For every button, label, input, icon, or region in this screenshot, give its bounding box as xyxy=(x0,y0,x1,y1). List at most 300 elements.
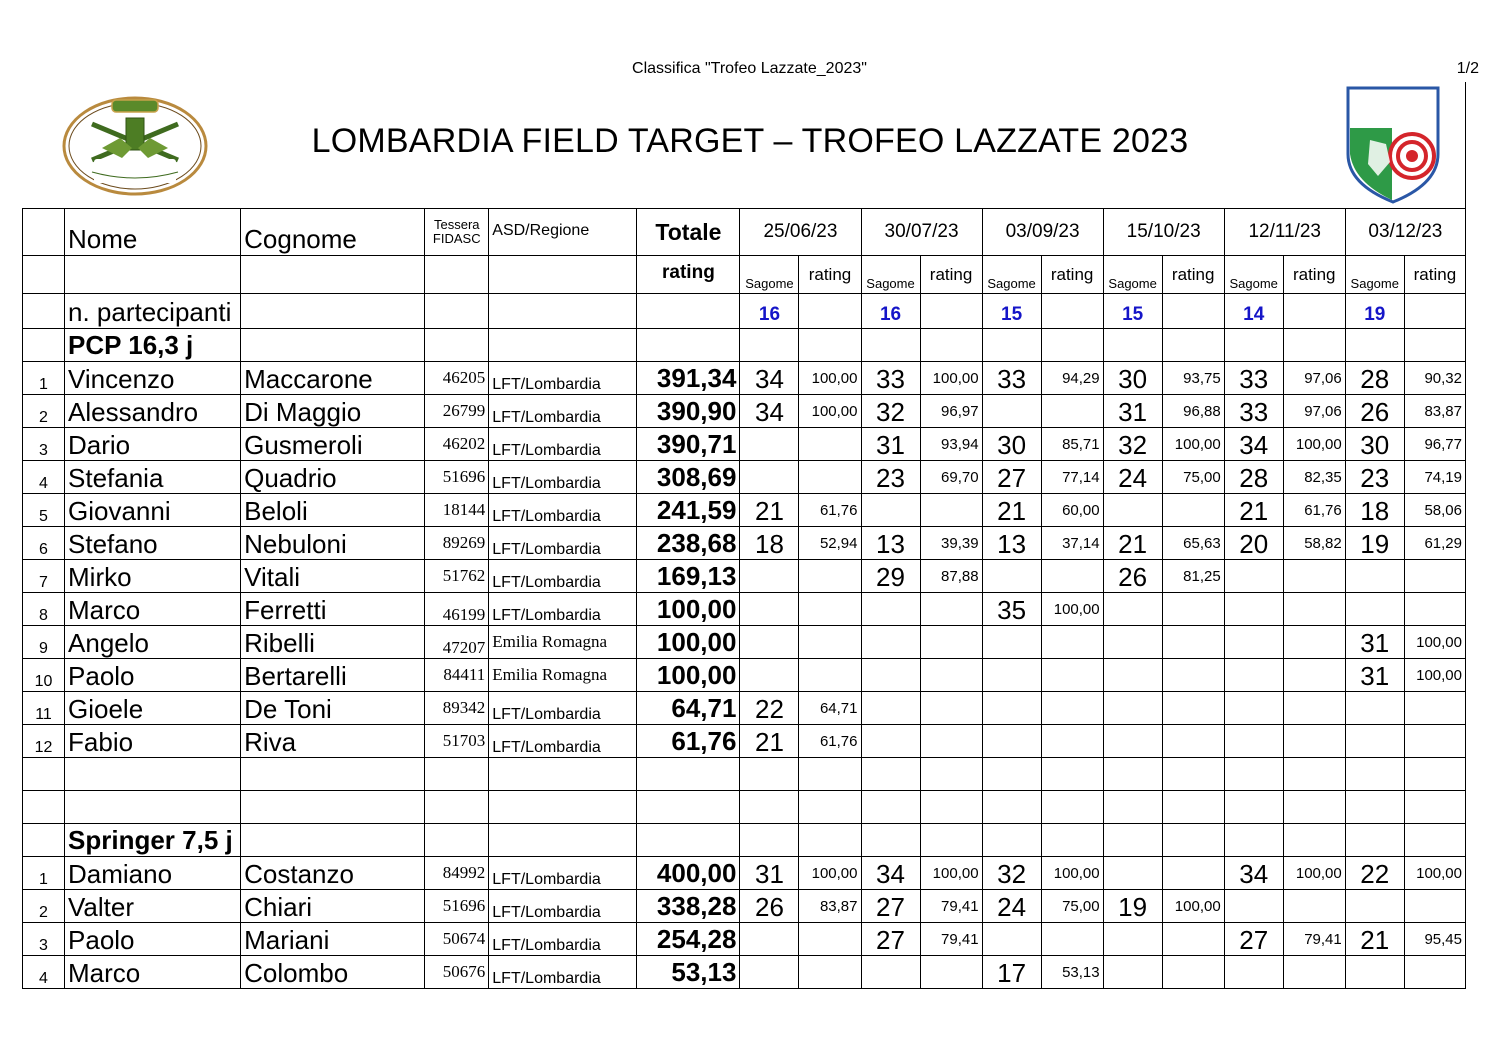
rating-value: 75,00 xyxy=(1041,890,1103,923)
rating-value xyxy=(1283,692,1345,725)
date-header: 25/06/23 xyxy=(740,209,861,256)
empty-cell xyxy=(1041,824,1103,857)
rating-header: rating xyxy=(799,256,861,294)
sagome-value: 23 xyxy=(1345,461,1404,494)
rating-value xyxy=(1162,626,1224,659)
empty-cell xyxy=(920,791,982,824)
empty-cell xyxy=(489,294,637,329)
tessera-number: 26799 xyxy=(425,395,489,428)
rating-value: 74,19 xyxy=(1404,461,1465,494)
sagome-value xyxy=(861,626,920,659)
total-rating: 308,69 xyxy=(637,461,740,494)
nome-header: Nome xyxy=(65,209,241,256)
rating-value xyxy=(1162,956,1224,989)
empty-cell xyxy=(23,294,65,329)
sagome-value xyxy=(861,593,920,626)
empty-cell xyxy=(920,329,982,362)
sagome-value: 27 xyxy=(1224,923,1283,956)
rating-value xyxy=(920,692,982,725)
empty-cell xyxy=(1224,824,1283,857)
sagome-header: Sagome xyxy=(982,256,1041,294)
empty-cell xyxy=(1041,294,1103,329)
empty-cell xyxy=(489,329,637,362)
empty-cell xyxy=(1404,791,1465,824)
empty-cell xyxy=(1283,329,1345,362)
ranking-table xyxy=(22,208,1466,989)
rating-value: 61,76 xyxy=(799,725,861,758)
empty-cell xyxy=(1103,758,1162,791)
sagome-header: Sagome xyxy=(861,256,920,294)
empty-cell xyxy=(1345,824,1404,857)
rating-value xyxy=(1162,494,1224,527)
rating-value: 53,13 xyxy=(1041,956,1103,989)
tessera-number: 46202 xyxy=(425,428,489,461)
empty-cell xyxy=(425,791,489,824)
asd-region: LFT/Lombardia xyxy=(489,461,637,494)
empty-cell xyxy=(1224,758,1283,791)
rank-number: 3 xyxy=(23,428,65,461)
rating-value xyxy=(799,626,861,659)
sagome-header: Sagome xyxy=(1224,256,1283,294)
athlete-first-name: Marco xyxy=(65,956,241,989)
asd-region: Emilia Romagna xyxy=(489,626,637,659)
tessera-number: 47207 xyxy=(425,626,489,659)
rating-value xyxy=(1404,692,1465,725)
rank-number: 9 xyxy=(23,626,65,659)
sagome-value xyxy=(1224,890,1283,923)
rating-value xyxy=(920,956,982,989)
empty-cell xyxy=(1404,294,1465,329)
rank-number: 12 xyxy=(23,725,65,758)
rating-value xyxy=(920,626,982,659)
sagome-value xyxy=(740,461,799,494)
empty-cell xyxy=(861,329,920,362)
participants-count: 19 xyxy=(1345,294,1404,329)
rating-value xyxy=(920,494,982,527)
tessera-number: 46199 xyxy=(425,593,489,626)
total-rating: 53,13 xyxy=(637,956,740,989)
empty-cell xyxy=(1162,824,1224,857)
sagome-value: 31 xyxy=(1345,659,1404,692)
empty-cell xyxy=(489,256,637,294)
empty-cell xyxy=(241,758,425,791)
sagome-value xyxy=(740,626,799,659)
tessera-number: 89269 xyxy=(425,527,489,560)
section-title-row xyxy=(23,329,1466,362)
sagome-value: 27 xyxy=(982,461,1041,494)
empty-cell xyxy=(489,824,637,857)
participants-label: n. partecipanti xyxy=(65,294,241,329)
totale-rating-header: rating xyxy=(637,256,740,294)
rating-value xyxy=(1162,725,1224,758)
rating-value xyxy=(1162,692,1224,725)
fidasc-logo xyxy=(1344,84,1442,204)
tessera-number: 18144 xyxy=(425,494,489,527)
empty-cell xyxy=(1283,758,1345,791)
empty-cell xyxy=(637,791,740,824)
tessera-number: 50676 xyxy=(425,956,489,989)
sagome-value xyxy=(1345,593,1404,626)
sagome-value: 21 xyxy=(982,494,1041,527)
rating-value xyxy=(1041,626,1103,659)
athlete-last-name: Bertarelli xyxy=(241,659,425,692)
rank-number: 1 xyxy=(23,362,65,395)
rank-number: 1 xyxy=(23,857,65,890)
rating-value xyxy=(1404,560,1465,593)
sagome-value: 27 xyxy=(861,923,920,956)
sagome-value xyxy=(1103,857,1162,890)
sagome-value xyxy=(1345,560,1404,593)
date-header: 03/09/23 xyxy=(982,209,1103,256)
sagome-value: 20 xyxy=(1224,527,1283,560)
tessera-number: 51696 xyxy=(425,461,489,494)
sagome-value: 33 xyxy=(982,362,1041,395)
asd-region: LFT/Lombardia xyxy=(489,890,637,923)
empty-cell xyxy=(920,824,982,857)
date-header: 30/07/23 xyxy=(861,209,982,256)
athlete-first-name: Giovanni xyxy=(65,494,241,527)
rank-number: 11 xyxy=(23,692,65,725)
athlete-first-name: Gioele xyxy=(65,692,241,725)
total-rating: 64,71 xyxy=(637,692,740,725)
sagome-value: 34 xyxy=(1224,857,1283,890)
idx-header xyxy=(23,209,65,256)
rank-number: 10 xyxy=(23,659,65,692)
margin-rule xyxy=(1465,82,1466,210)
asd-region: LFT/Lombardia xyxy=(489,527,637,560)
rating-value xyxy=(1283,725,1345,758)
athlete-first-name: Marco xyxy=(65,593,241,626)
table-row xyxy=(23,527,1466,560)
rating-value: 85,71 xyxy=(1041,428,1103,461)
tessera-header-line1: Tessera xyxy=(434,217,480,232)
rating-value xyxy=(1283,890,1345,923)
sagome-value: 30 xyxy=(1103,362,1162,395)
table-row xyxy=(23,362,1466,395)
total-rating: 100,00 xyxy=(637,626,740,659)
empty-cell xyxy=(637,329,740,362)
empty-cell xyxy=(637,824,740,857)
sagome-value xyxy=(861,956,920,989)
empty-cell xyxy=(1404,824,1465,857)
rank-number: 2 xyxy=(23,890,65,923)
empty-cell xyxy=(241,791,425,824)
blank-row xyxy=(23,791,1466,824)
empty-cell xyxy=(1345,791,1404,824)
rating-value: 60,00 xyxy=(1041,494,1103,527)
rating-value xyxy=(1162,923,1224,956)
rating-value: 61,29 xyxy=(1404,527,1465,560)
tessera-header-line2: FIDASC xyxy=(432,231,481,246)
empty-cell xyxy=(1345,758,1404,791)
empty-cell xyxy=(637,294,740,329)
date-header: 12/11/23 xyxy=(1224,209,1345,256)
sagome-value xyxy=(861,494,920,527)
asd-region: LFT/Lombardia xyxy=(489,692,637,725)
asd-region: LFT/Lombardia xyxy=(489,560,637,593)
athlete-first-name: Stefano xyxy=(65,527,241,560)
tessera-number: 46205 xyxy=(425,362,489,395)
athlete-last-name: Di Maggio xyxy=(241,395,425,428)
rating-value xyxy=(1283,593,1345,626)
table-row xyxy=(23,395,1466,428)
total-rating: 241,59 xyxy=(637,494,740,527)
sagome-value: 27 xyxy=(861,890,920,923)
sagome-value: 21 xyxy=(1103,527,1162,560)
sagome-value xyxy=(1345,956,1404,989)
sagome-value: 28 xyxy=(1224,461,1283,494)
rating-value: 100,00 xyxy=(920,362,982,395)
empty-cell xyxy=(1283,791,1345,824)
rank-number: 3 xyxy=(23,923,65,956)
rating-value: 81,25 xyxy=(1162,560,1224,593)
rating-value xyxy=(799,659,861,692)
rating-value: 61,76 xyxy=(1283,494,1345,527)
asd-region: Emilia Romagna xyxy=(489,659,637,692)
rating-value: 100,00 xyxy=(920,857,982,890)
total-rating: 169,13 xyxy=(637,560,740,593)
empty-cell xyxy=(861,824,920,857)
section-title-row xyxy=(23,824,1466,857)
total-rating: 400,00 xyxy=(637,857,740,890)
empty-cell xyxy=(241,256,425,294)
athlete-last-name: Ribelli xyxy=(241,626,425,659)
sagome-value: 34 xyxy=(1224,428,1283,461)
asd-region: LFT/Lombardia xyxy=(489,395,637,428)
empty-cell xyxy=(1404,329,1465,362)
sagome-value xyxy=(982,659,1041,692)
rating-value xyxy=(1041,560,1103,593)
rating-value xyxy=(799,956,861,989)
rating-value: 79,41 xyxy=(920,890,982,923)
sagome-value: 28 xyxy=(1345,362,1404,395)
header-row xyxy=(23,209,1466,256)
cognome-header: Cognome xyxy=(241,209,425,256)
sagome-value: 18 xyxy=(740,527,799,560)
sagome-header: Sagome xyxy=(740,256,799,294)
rating-value xyxy=(799,923,861,956)
empty-cell xyxy=(425,329,489,362)
rank-number: 5 xyxy=(23,494,65,527)
empty-cell xyxy=(1103,329,1162,362)
empty-cell xyxy=(740,329,799,362)
empty-cell xyxy=(23,791,65,824)
rating-value xyxy=(1041,725,1103,758)
rating-value xyxy=(1283,626,1345,659)
rating-value: 97,06 xyxy=(1283,362,1345,395)
athlete-first-name: Paolo xyxy=(65,659,241,692)
tessera-header xyxy=(425,209,489,256)
sagome-value: 24 xyxy=(982,890,1041,923)
empty-cell xyxy=(1404,758,1465,791)
athlete-last-name: Mariani xyxy=(241,923,425,956)
empty-cell xyxy=(982,791,1041,824)
total-rating: 338,28 xyxy=(637,890,740,923)
participants-count: 16 xyxy=(861,294,920,329)
table-row xyxy=(23,725,1466,758)
table-row xyxy=(23,428,1466,461)
table-row xyxy=(23,890,1466,923)
tessera-number: 51696 xyxy=(425,890,489,923)
athlete-first-name: Dario xyxy=(65,428,241,461)
table-row xyxy=(23,923,1466,956)
rating-value: 37,14 xyxy=(1041,527,1103,560)
rating-value xyxy=(1283,560,1345,593)
rating-value xyxy=(1041,659,1103,692)
sagome-value xyxy=(740,428,799,461)
rating-value xyxy=(1283,659,1345,692)
athlete-last-name: Quadrio xyxy=(241,461,425,494)
athlete-first-name: Stefania xyxy=(65,461,241,494)
empty-cell xyxy=(1103,791,1162,824)
sagome-value xyxy=(1103,923,1162,956)
rating-value: 65,63 xyxy=(1162,527,1224,560)
empty-cell xyxy=(920,294,982,329)
tessera-number: 89342 xyxy=(425,692,489,725)
sagome-value: 23 xyxy=(861,461,920,494)
empty-cell xyxy=(1283,294,1345,329)
asd-region: LFT/Lombardia xyxy=(489,725,637,758)
sagome-value: 13 xyxy=(861,527,920,560)
athlete-last-name: Beloli xyxy=(241,494,425,527)
empty-cell xyxy=(23,758,65,791)
rank-number: 4 xyxy=(23,461,65,494)
sagome-value: 31 xyxy=(1103,395,1162,428)
rating-value: 100,00 xyxy=(1162,890,1224,923)
empty-cell xyxy=(1041,791,1103,824)
total-rating: 100,00 xyxy=(637,593,740,626)
empty-cell xyxy=(23,256,65,294)
sagome-value xyxy=(1224,560,1283,593)
rating-value xyxy=(799,461,861,494)
totale-header: Totale xyxy=(637,209,740,256)
sagome-value xyxy=(982,923,1041,956)
sagome-value: 35 xyxy=(982,593,1041,626)
sagome-value: 26 xyxy=(1345,395,1404,428)
sagome-value: 19 xyxy=(1345,527,1404,560)
tessera-number: 84411 xyxy=(425,659,489,692)
empty-cell xyxy=(799,824,861,857)
sagome-value xyxy=(861,725,920,758)
tessera-number: 51762 xyxy=(425,560,489,593)
rating-value: 64,71 xyxy=(799,692,861,725)
rating-value xyxy=(1041,923,1103,956)
asd-region: LFT/Lombardia xyxy=(489,923,637,956)
rating-value: 96,88 xyxy=(1162,395,1224,428)
empty-cell xyxy=(1283,824,1345,857)
sagome-value: 13 xyxy=(982,527,1041,560)
rating-value: 95,45 xyxy=(1404,923,1465,956)
empty-cell xyxy=(241,824,425,857)
sagome-value: 26 xyxy=(740,890,799,923)
empty-cell xyxy=(637,758,740,791)
rating-value: 100,00 xyxy=(1162,428,1224,461)
sagome-value xyxy=(740,560,799,593)
rating-value: 100,00 xyxy=(1283,428,1345,461)
rating-value: 90,32 xyxy=(1404,362,1465,395)
rating-header: rating xyxy=(1404,256,1465,294)
sagome-value: 21 xyxy=(1345,923,1404,956)
table-row xyxy=(23,494,1466,527)
rating-value: 79,41 xyxy=(1283,923,1345,956)
asd-region: LFT/Lombardia xyxy=(489,494,637,527)
rating-header: rating xyxy=(1283,256,1345,294)
rating-value: 100,00 xyxy=(799,362,861,395)
sagome-value xyxy=(740,956,799,989)
rating-value: 58,82 xyxy=(1283,527,1345,560)
rating-value xyxy=(920,725,982,758)
fidasc-shield-icon xyxy=(1344,84,1442,204)
sagome-value xyxy=(1103,956,1162,989)
sagome-value: 17 xyxy=(982,956,1041,989)
empty-cell xyxy=(861,791,920,824)
sagome-value: 32 xyxy=(861,395,920,428)
asd-region: LFT/Lombardia xyxy=(489,362,637,395)
athlete-first-name: Alessandro xyxy=(65,395,241,428)
sagome-value xyxy=(861,659,920,692)
empty-cell xyxy=(425,824,489,857)
empty-cell xyxy=(1041,329,1103,362)
empty-cell xyxy=(489,791,637,824)
empty-cell xyxy=(1041,758,1103,791)
rating-value: 58,06 xyxy=(1404,494,1465,527)
sagome-value: 26 xyxy=(1103,560,1162,593)
rating-value: 94,29 xyxy=(1041,362,1103,395)
rank-number: 2 xyxy=(23,395,65,428)
athlete-last-name: Nebuloni xyxy=(241,527,425,560)
rating-value xyxy=(799,428,861,461)
empty-cell xyxy=(982,329,1041,362)
empty-cell xyxy=(23,329,65,362)
sagome-value xyxy=(982,692,1041,725)
sagome-value: 31 xyxy=(740,857,799,890)
participants-count: 15 xyxy=(1103,294,1162,329)
empty-cell xyxy=(799,758,861,791)
athlete-first-name: Vincenzo xyxy=(65,362,241,395)
asd-region: LFT/Lombardia xyxy=(489,593,637,626)
sagome-value: 18 xyxy=(1345,494,1404,527)
sagome-value: 22 xyxy=(740,692,799,725)
athlete-last-name: Ferretti xyxy=(241,593,425,626)
rating-value: 87,88 xyxy=(920,560,982,593)
empty-cell xyxy=(740,758,799,791)
empty-cell xyxy=(425,758,489,791)
sagome-value xyxy=(1224,725,1283,758)
lft-emblem-icon xyxy=(62,96,208,196)
athlete-first-name: Valter xyxy=(65,890,241,923)
table-row xyxy=(23,857,1466,890)
empty-cell xyxy=(1345,329,1404,362)
total-rating: 390,90 xyxy=(637,395,740,428)
rating-value xyxy=(1404,593,1465,626)
rating-header: rating xyxy=(920,256,982,294)
total-rating: 390,71 xyxy=(637,428,740,461)
empty-cell xyxy=(65,256,241,294)
rating-value: 100,00 xyxy=(799,395,861,428)
sagome-value xyxy=(982,626,1041,659)
total-rating: 100,00 xyxy=(637,659,740,692)
empty-cell xyxy=(1162,758,1224,791)
rating-value xyxy=(1404,725,1465,758)
rating-value xyxy=(1404,956,1465,989)
rating-value: 100,00 xyxy=(1041,593,1103,626)
total-rating: 61,76 xyxy=(637,725,740,758)
empty-cell xyxy=(1162,329,1224,362)
participants-count: 15 xyxy=(982,294,1041,329)
rating-value: 83,87 xyxy=(799,890,861,923)
sagome-value: 21 xyxy=(1224,494,1283,527)
empty-cell xyxy=(1162,294,1224,329)
